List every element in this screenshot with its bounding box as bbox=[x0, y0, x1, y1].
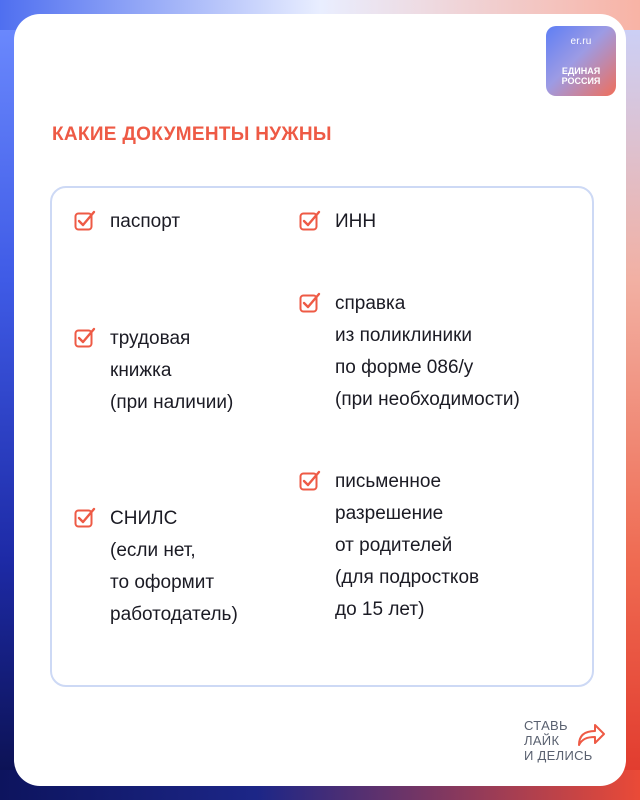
document-item-inn bbox=[299, 206, 376, 238]
document-item-parental-permission bbox=[299, 466, 479, 626]
document-line: письменное bbox=[335, 471, 442, 492]
document-line: справка bbox=[335, 293, 406, 314]
checkbox-checked-icon bbox=[299, 210, 321, 232]
checkbox-checked-icon bbox=[299, 470, 321, 492]
document-line: работодатель) bbox=[110, 604, 238, 625]
document-line: (при наличии) bbox=[110, 392, 234, 413]
checkbox-checked-icon bbox=[74, 507, 96, 529]
share-arrow-icon[interactable] bbox=[576, 722, 606, 748]
checkbox-checked-icon bbox=[299, 292, 321, 314]
document-item-workbook bbox=[74, 323, 233, 419]
share-line3: И ДЕЛИСЬ bbox=[524, 748, 593, 763]
document-line: СНИЛС bbox=[110, 508, 178, 529]
document-text bbox=[335, 206, 376, 238]
party-logo[interactable] bbox=[546, 26, 616, 96]
document-text bbox=[110, 206, 180, 238]
document-line: то оформит bbox=[110, 572, 215, 593]
logo-name-line2: РОССИЯ bbox=[561, 76, 601, 86]
checkbox-checked-icon bbox=[74, 210, 96, 232]
document-text bbox=[335, 466, 479, 626]
logo-name bbox=[546, 66, 616, 86]
document-text bbox=[110, 503, 238, 631]
document-item-snils bbox=[74, 503, 238, 631]
logo-site: er.ru bbox=[570, 36, 592, 47]
document-line: от родителей bbox=[335, 535, 453, 556]
page-title: КАКИЕ ДОКУМЕНТЫ НУЖНЫ bbox=[52, 124, 332, 145]
document-line: (для подростков bbox=[335, 567, 480, 588]
document-line: из поликлиники bbox=[335, 325, 472, 346]
document-item-passport bbox=[74, 206, 180, 238]
checkbox-checked-icon bbox=[74, 327, 96, 349]
document-line: книжка bbox=[110, 360, 172, 381]
document-line: паспорт bbox=[110, 211, 181, 232]
share-line1: СТАВЬ bbox=[524, 718, 568, 733]
share-line2: ЛАЙК bbox=[524, 733, 560, 748]
logo-name-line1: ЕДИНАЯ bbox=[561, 66, 601, 76]
document-item-medical-certificate bbox=[299, 288, 520, 416]
document-text bbox=[335, 288, 520, 416]
document-line: по форме 086/у bbox=[335, 357, 474, 378]
document-line: трудовая bbox=[110, 328, 191, 349]
document-line: (если нет, bbox=[110, 540, 196, 561]
document-line: (при необходимости) bbox=[335, 389, 520, 410]
document-text bbox=[110, 323, 233, 419]
document-line: до 15 лет) bbox=[335, 599, 425, 620]
document-line: ИНН bbox=[335, 211, 377, 232]
document-line: разрешение bbox=[335, 503, 444, 524]
